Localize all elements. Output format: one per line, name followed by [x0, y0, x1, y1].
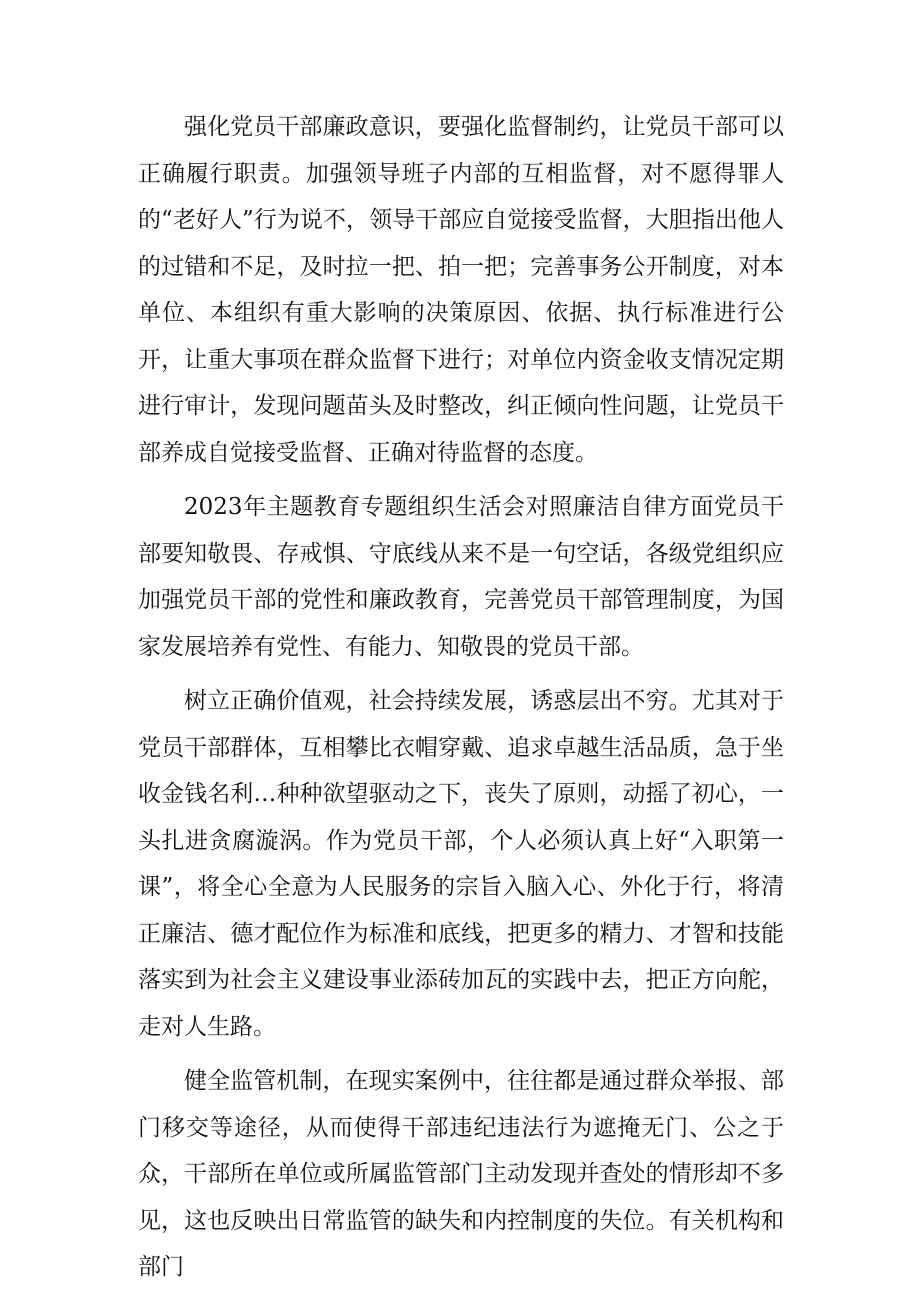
paragraph-supervision-mechanism: 健全监管机制，在现实案例中，往往都是通过群众举报、部门移交等途径，从而使得干部违纪违法行为遮掩无门、公之于众，干部所在单位或所属监管部门主动发现并查处的情形却不多见，这也反映出日常监管的缺失和内控制度的失位。有关机构和部门 [138, 1068, 784, 1280]
paragraph-values: 树立正确价值观，社会持续发展，诱惑层出不穷。尤其对于党员干部群体，互相攀比衣帽穿戴、追求卓越生活品质，急于坐收金钱名利…种种欲望驱动之下，丧失了原则，动摇了初心，一头扎进贪腐漩涡。作为党员干部，个人必须认真上好“入职第一课”，将全心全意为人民服务的宗旨入脑入心、外化于行，将清正廉洁、德才配位作为标准和底线，把更多的精力、才智和技能落实到为社会主义建设事业添砖加瓦的实践中去，把正方向舵，走对人生路。 [138, 688, 784, 1040]
paragraph-theme-education: 2023年主题教育专题组织生活会对照廉洁自律方面党员干部要知敬畏、存戒惧、守底线从来不是一句空话，各级党组织应加强党员干部的党性和廉政教育，完善党员干部管理制度，为国家发展培养有党性、有能力、知敬畏的党员干部。 [138, 494, 784, 660]
paragraph-integrity-awareness: 强化党员干部廉政意识，要强化监督制约，让党员干部可以正确履行职责。加强领导班子内部的互相监督，对不愿得罪人的“老好人”行为说不，领导干部应自觉接受监督，大胆指出他人的过错和不足，及时拉一把、拍一把；完善事务公开制度，对本单位、本组织有重大影响的决策原因、依据、执行标准进行公开，让重大事项在群众监督下进行；对单位内资金收支情况定期进行审计，发现问题苗头及时整改，纠正倾向性问题，让党员干部养成自觉接受监督、正确对待监督的态度。 [138, 114, 784, 466]
document-body [138, 104, 784, 1299]
